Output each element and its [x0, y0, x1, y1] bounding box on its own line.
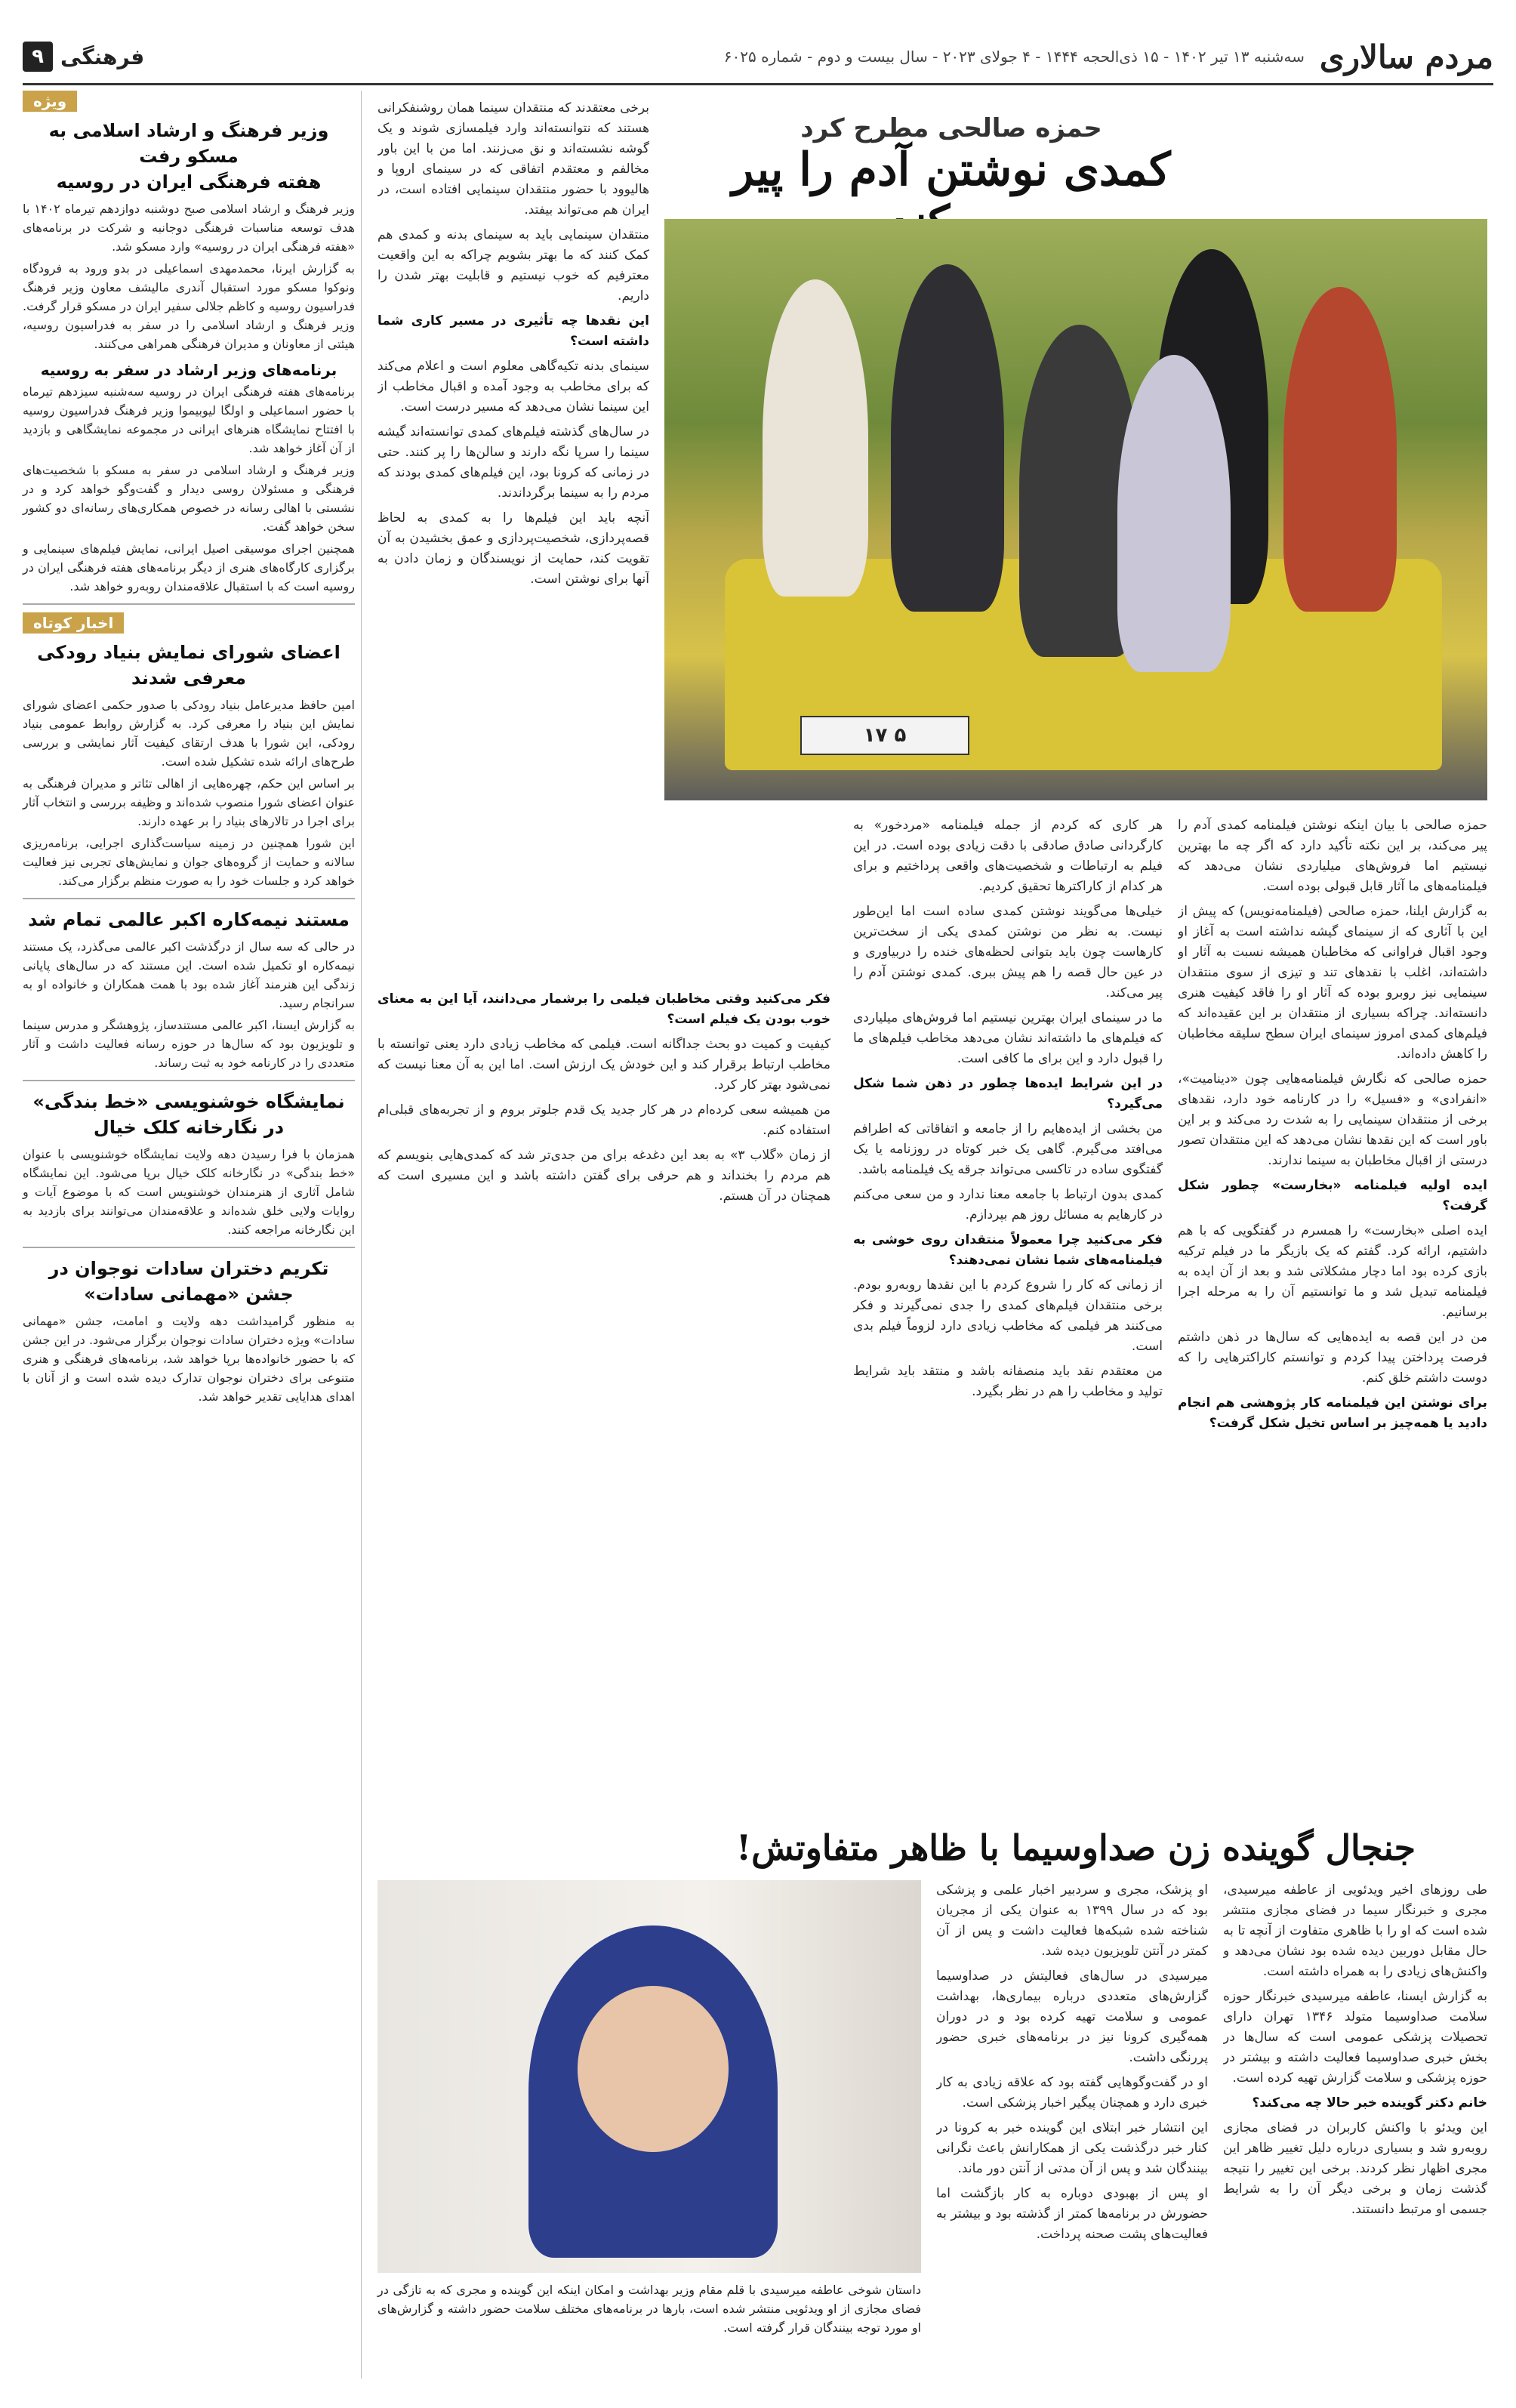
paragraph: امین حافظ مدیرعامل بنیاد رودکی با صدور حکمی اعضای شورای نمایش این بنیاد را معرفی کرد. به گزارش روابط عمومی بنیاد رودکی، این شورا با هدف ارتقای کیفیت آثار نمایشی و بررسی طرح‌های ارائه شده تشکیل شده است.: [23, 698, 355, 769]
section-tag: [23, 42, 144, 72]
paragraph: از زمانی که کار را شروع کردم با این نقدها روبه‌رو بودم. برخی منتقدان فیلم‌های کمدی را جدی نمی‌گیرند و فکر می‌کنند هر فیلمی که مخاطب زیادی دارد لزوماً فیلم بدی است.: [853, 1278, 1163, 1354]
paragraph: به گزارش ایسنا، عاطفه میرسیدی خبرنگار حوزه سلامت صداوسیما متولد ۱۳۴۶ تهران دارای تحصیلات پزشکی عمومی است که سال‌ها در بخش خبری صداوسیما فعالیت داشته و بیشتر در حوزه پزشکی و سلامت گزارش تهیه کرده است.: [1223, 1989, 1487, 2086]
interview-question: فکر می‌کنید وقتی مخاطبان فیلمی را برشمار می‌دانند، آیا این به معنای خوب بودن یک فیلم است؟: [377, 991, 830, 1027]
paragraph: برنامه‌های هفته فرهنگی ایران در روسیه سه‌شنبه سیزدهم تیرماه با حضور اسماعیلی و اولگا لیوبیموا وزیر فرهنگ فدراسیون روسیه با افتتاح نمایشگاه هنرهای ایرانی در مجموعه نمایشگاهی و بازدید از آن آغاز خواهد شد.: [23, 384, 355, 455]
paragraph: وزیر فرهنگ و ارشاد اسلامی در سفر به مسکو با شخصیت‌های فرهنگی و مسئولان روسی دیدار و گفت‌وگو خواهد کرد و در نشستی با اهالی رسانه در خصوص همکاری‌های رسانه‌ای دو کشور سخن خواهد گفت.: [23, 463, 355, 534]
second-story-subheading: خانم دکتر گوینده خبر حالا چه می‌کند؟: [1252, 2095, 1487, 2110]
interview-question: فکر می‌کنید چرا معمولاً منتقدان روی خوشی به فیلمنامه‌های شما نشان نمی‌دهند؟: [853, 1232, 1163, 1268]
paragraph: من بخشی از ایده‌هایم را از جامعه و اتفاقاتی که اطرافم می‌افتد می‌گیرم. گاهی یک خبر کوتاه در روزنامه یا یک گفتگوی ساده در تاکسی می‌تواند جرقه یک فیلمنامه باشد.: [853, 1121, 1163, 1177]
sidebar-story-text: [23, 199, 355, 353]
paragraph: من در این قصه به ایده‌هایی که سال‌ها در ذهن داشتم فرصت پرداختن پیدا کردم و توانستم کاراکترهایی را که دوست داشتم خلق کنم.: [1178, 1330, 1487, 1386]
sidebar-news: [23, 91, 355, 2379]
paragraph: بر اساس این حکم، چهره‌هایی از اهالی تئاتر و مدیران فرهنگی به عنوان اعضای شورا منصوب شده‌اند و وظیفه بررسی و انتخاب آثار برای اجرا در تالارهای بنیاد را بر عهده دارند.: [23, 776, 355, 828]
paragraph: او پزشک، مجری و سردبیر اخبار علمی و پزشکی بود که در سال ۱۳۹۹ به عنوان یکی از مجریان شناخته شده شبکه‌ها فعالیت داشت و پس از آن کمتر در آنتن تلویزیون دیده شد.: [936, 1882, 1208, 1959]
sidebar-headline: نمایشگاه خوشنویسی «خط بندگی» در نگارخانه کلک خیال: [32, 1091, 345, 1138]
sidebar-tag: ویژه: [23, 91, 77, 112]
sidebar-story-text: [23, 1145, 355, 1239]
paragraph: آنچه باید این فیلم‌ها را به کمدی به لحاظ قصه‌پردازی، شخصیت‌پردازی و عمق بخشیدن به آن تقویت کند، حمایت از نویسندگان و زمان دادن به آنها برای نوشتن است.: [377, 510, 649, 587]
second-story-headline: جنجال گوینده زن صداوسیما با ظاهر متفاوتش!: [735, 1827, 1416, 1868]
paragraph: او پس از بهبودی دوباره به کار بازگشت اما حضورش در برنامه‌ها کمتر از گذشته بود و بیشتر به فعالیت‌های پشت صحنه پرداخت.: [936, 2186, 1208, 2242]
paragraph: این شورا همچنین در زمینه سیاست‌گذاری اجرایی، برنامه‌ریزی سالانه و حمایت از گروه‌های جوان و نمایش‌های تجربی نیز فعالیت خواهد کرد و جلسات خود را به صورت منظم برگزار می‌کند.: [23, 836, 355, 888]
paragraph: همزمان با فرا رسیدن دهه ولایت نمایشگاه خوشنویسی با عنوان «خط بندگی» در نگارخانه کلک خیال برپا می‌شود. این نمایشگاه شامل آثاری از هنرمندان خوشنویس است که با موضوع آیات و روایات ولایی خلق شده‌اند و علاقه‌مندان می‌توانند برای بازدید به این نگارخانه مراجعه کنند.: [23, 1147, 355, 1237]
sidebar-story-text: [23, 1312, 355, 1406]
photo-caption: داستان شوخی عاطفه میرسیدی با قلم مقام وزیر بهداشت و امکان اینکه این گوینده و مجری که به تازگی در فضای مجازی از او ویدئویی منتشر شده است، بارها در برنامه‌های مختلف سلامت حضور داشته و گزارش‌های او مورد توجه بینندگان قرار گرفته است.: [377, 2283, 921, 2335]
paragraph: حمزه صالحی که نگارش فیلمنامه‌هایی چون «دینامیت»، «انفرادی» و «فسیل» را در کارنامه خود دارد، نقدهای برخی از منتقدان سینمایی را به شدت رد می‌کند و بر این باور است که این نقدها نشان می‌دهد که این منتقدان تصور درستی از اقبال مخاطبان به سینما ندارند.: [1178, 1071, 1487, 1168]
paragraph: او در گفت‌وگوهایی گفته بود که علاقه زیادی به کار خبری دارد و همچنان پیگیر اخبار پزشکی است.: [936, 2075, 1208, 2110]
person-figure: [891, 264, 1004, 612]
paragraph: من معتقدم نقد باید منصفانه باشد و منتقد باید شرایط تولید و مخاطب را هم در نظر بگیرد.: [853, 1364, 1163, 1399]
interview-question: این نقدها چه تأثیری در مسیر کاری شما داشته است؟: [377, 313, 649, 349]
person-figure: [1283, 287, 1397, 612]
face-shape: [578, 1986, 729, 2152]
sidebar-headline: مستند نیمه‌کاره اکبر عالمی تمام شد: [28, 909, 350, 930]
paragraph: به منظور گرامیداشت دهه ولایت و امامت، جشن «مهمانی سادات» ویژه دختران سادات نوجوان برگزار می‌شود. در این جشن که با حضور خانواده‌ها برپا خواهد شد، برنامه‌های فرهنگی و هنری متنوعی برای دختران نوجوان تدارک دیده شده است و از آنان با اهدای هدایایی تقدیر خواهد شد.: [23, 1314, 355, 1404]
section-logo-icon: ۹: [23, 42, 53, 72]
main-column-c: [377, 98, 649, 974]
interview-question: در این شرایط ایده‌ها چطور در ذهن شما شکل می‌گیرد؟: [853, 1076, 1163, 1112]
sidebar-tag: اخبار کوتاه: [23, 612, 124, 634]
paragraph: حمزه صالحی با بیان اینکه نوشتن فیلمنامه کمدی آدم را پیر می‌کند، بر این نکته تأکید دارد که اگر چه ما بهترین نیستیم اما فروش‌های میلیاردی نشان می‌دهد که فیلمنامه‌های ما آثار قابل قبولی بوده است.: [1178, 818, 1487, 894]
main-headline: کمدی نوشتن آدم را پیر: [732, 143, 1171, 196]
paragraph: برخی معتقدند که منتقدان سینما همان روشنفکرانی هستند که نتوانسته‌اند وارد فیلمسازی شوند و یک گوشه نشسته‌اند و نق می‌زنند. اما من با این باور مخالفم و معتقدم اتفاقی که در سینمای اروپا و هالیوود با حضور منتقدان سینمایی افتاده است، در ایران هم می‌تواند بیفتد.: [377, 100, 649, 217]
cast-photo: [664, 219, 1487, 800]
column-rule: [361, 91, 362, 2379]
main-column-b: [853, 816, 1163, 1812]
paragraph: در سال‌های گذشته فیلم‌های کمدی توانسته‌اند گیشه سینما را سرپا نگه دارند و سالن‌ها را پر کنند. حتی در زمانی که کرونا بود، این فیلم‌های کمدی بودند که مردم را به سینما برگرداندند.: [377, 424, 649, 501]
divider: [23, 1080, 355, 1081]
paragraph: خیلی‌ها می‌گویند نوشتن کمدی ساده است اما این‌طور نیست. به نظر من نوشتن کمدی یکی از سخت‌ترین کارهاست چون باید بتوانی لحظه‌های خنده را دربیاوری و در عین حال قصه را هم پیش ببری. کمدی نوشتن آدم را پیر می‌کند.: [853, 904, 1163, 1001]
sidebar-story-text: [23, 382, 355, 596]
main-column-a: [1178, 816, 1487, 1812]
second-story-column-b: [936, 1880, 1208, 2379]
paragraph: سینمای بدنه تکیه‌گاهی معلوم است و اعلام می‌کند که برای مخاطب به وجود آمده و اقبال مخاطب از این سینما نشان می‌دهد که مسیر درست است.: [377, 359, 649, 415]
presenter-photo: [377, 1880, 921, 2273]
paragraph: منتقدان سینمایی باید به سینمای بدنه و کمدی هم کمک کنند که ما بهتر بشویم چراکه به این واقعیت معترفیم که خوب نیستیم و قابلیت بهتر شدن را داریم.: [377, 227, 649, 304]
paragraph: همچنین اجرای موسیقی اصیل ایرانی، نمایش فیلم‌های سینمایی و برگزاری کارگاه‌های هنری از دیگر برنامه‌های هفته فرهنگی ایران در روسیه است که با استقبال علاقه‌مندان روبه‌رو خواهد شد.: [23, 541, 355, 594]
section-name: فرهنگی: [60, 44, 145, 69]
interview-question: ایده اولیه فیلمنامه «بخارست» چطور شکل گرفت؟: [1178, 1178, 1487, 1213]
paragraph: ایده اصلی «بخارست» را همسرم در گفتگویی که با هم داشتیم، ارائه کرد. گفتم که یک بازیگر ما در فیلم ترکیه بازی کرده بود اما دچار مشکلاتی شد و بعد از آن ایده به فیلمنامه تبدیل شد و ما توانستیم آن را به مرحله اجرا برسانیم.: [1178, 1223, 1487, 1320]
paragraph: از زمان «گلاب ۳» به بعد این دغدغه برای من جدی‌تر شد که کمدی‌هایی بنویسم که هم مردم را بخنداند و هم حرفی برای گفتن داشته باشد و این مسیری است که همچنان در آن هستم.: [377, 1148, 830, 1204]
main-kicker: حمزه صالحی مطرح کرد: [800, 113, 1102, 143]
masthead: مردم سالاری: [1319, 38, 1493, 76]
paragraph: میرسیدی در سال‌های فعالیتش در صداوسیما گزارش‌های متعددی درباره بیماری‌ها، بهداشت عمومی و سلامت تهیه کرده بود و در دوران همه‌گیری کرونا نیز در برنامه‌های خبری حضور پررنگی داشت.: [936, 1969, 1208, 2065]
sidebar-story-text: [23, 695, 355, 890]
paragraph: طی روزهای اخیر ویدئویی از عاطفه میرسیدی، مجری و خبرنگار سیما در فضای مجازی منتشر شده است که او را با ظاهری متفاوت از آنچه تا به حال مقابل دوربین دیده شده بود نشان می‌دهد و واکنش‌های زیادی را به همراه داشته است.: [1223, 1882, 1487, 1979]
paragraph: کمدی بدون ارتباط با جامعه معنا ندارد و من سعی می‌کنم در کارهایم به مسائل روز هم بپردازم.: [853, 1187, 1163, 1222]
paragraph: به گزارش ایلنا، حمزه صالحی (فیلمنامه‌نویس) که پیش از این با آثاری که از سینمای گیشه نداشته است به آغاز او وجود اقبال فراوانی که مخاطبان همیشه نسبت به آثار او داشته‌اند، اغلب با نقدهای تند و تیزی از سوی منتقدان سینمایی نیز روبرو بوده که آثار او را فاقد کیفیت هنری دانسته‌اند. چراکه بسیاری از منتقدان بر این عقیده‌اند که فیلم‌های کمدی امروز سینمای ایران سطح سلیقه مخاطبان را کاهش داده‌اند.: [1178, 904, 1487, 1062]
sidebar-headline: وزیر فرهنگ و ارشاد اسلامی به مسکو رفت هفته فرهنگی ایران در روسیه: [48, 120, 329, 193]
sidebar-story-text: [23, 937, 355, 1072]
second-story-column-a: [1223, 1880, 1487, 2379]
person-figure: [763, 279, 868, 597]
person-figure: [1117, 355, 1231, 672]
dateline: سه‌شنبه ۱۳ تیر ۱۴۰۲ - ۱۵ ذی‌الحجه ۱۴۴۴ - ۴ جولای ۲۰۲۳ - سال بیست و دوم - شماره ۶۰۲۵: [723, 48, 1305, 66]
paragraph: این انتشار خبر ابتلای این گوینده خبر به کرونا در کنار خبر درگذشت یکی از همکارانش باعث نگرانی بینندگان شد و پس از آن مدتی از آنتن دور ماند.: [936, 2120, 1208, 2176]
paragraph: وزیر فرهنگ و ارشاد اسلامی صبح دوشنبه دوازدهم تیرماه ۱۴۰۲ با هدف توسعه مناسبات فرهنگی دوجانبه و شرکت در برنامه‌های «هفته فرهنگی ایران در روسیه» وارد مسکو شد.: [23, 202, 355, 254]
paragraph: در حالی که سه سال از درگذشت اکبر عالمی می‌گذرد، یک مستند نیمه‌کاره او تکمیل شده است. این مستند که در سال‌های پایانی زندگی این هنرمند آغاز شده بود با همت همکاران و خانواده او به سرانجام رسید.: [23, 939, 355, 1010]
sidebar-subheading: برنامه‌های وزیر ارشاد در سفر به روسیه: [40, 361, 337, 379]
main-column-d: [377, 989, 830, 1820]
paragraph: ما در سینمای ایران بهترین نیستیم اما فروش‌های میلیاردی که فیلم‌های ما داشته‌اند نشان می‌دهد مخاطب فیلم‌های ما را قبول دارد و این برای ما کافی است.: [853, 1010, 1163, 1066]
license-plate: ۱۷ ۵: [800, 716, 969, 755]
paragraph: به گزارش ایرنا، محمدمهدی اسماعیلی در بدو ورود به فرودگاه ونوکوا مسکو مورد استقبال آندری مالیشف معاون وزیر فرهنگ فدراسیون روسیه و کاظم جلالی سفیر ایران در مسکو قرار گرفت. وزیر فرهنگ و ارشاد اسلامی را در سفر به فدراسیون روسیه، هیئتی از معاونان و مدیران فرهنگی همراهی می‌کنند.: [23, 261, 355, 351]
paragraph: هر کاری که کردم از جمله فیلمنامه «مردخور» به کارگردانی صادق صادقی با دقت زیادی بوده است. در این فیلم به ارتباطات و شخصیت‌های واقعی پرداختیم و برای هر کدام از کاراکترها تحقیق کردیم.: [853, 818, 1163, 894]
paragraph: به گزارش ایسنا، اکبر عالمی مستندساز، پژوهشگر و مدرس سینما و تلویزیون بود که سال‌ها در حوزه رسانه فعالیت داشت و آثار متعددی را در کارنامه خود به ثبت رساند.: [23, 1018, 355, 1070]
sidebar-headline: تکریم دختران سادات نوجوان در جشن «مهمانی سادات»: [48, 1258, 329, 1305]
paragraph: من همیشه سعی کرده‌ام در هر کار جدید یک قدم جلوتر بروم و از تجربه‌های قبلی‌ام استفاده کنم.: [377, 1102, 830, 1138]
divider: [23, 603, 355, 605]
page-header: [23, 30, 1493, 85]
paragraph: کیفیت و کمیت دو بحث جداگانه است. فیلمی که مخاطب زیادی دارد یعنی توانسته با مخاطب ارتباط برقرار کند و این خودش یک ارزش است. اما این به آن معنا نیست که نمی‌شود بهتر کار کرد.: [377, 1037, 830, 1093]
paragraph: این ویدئو با واکنش کاربران در فضای مجازی روبه‌رو شد و بسیاری درباره دلیل تغییر ظاهر این مجری اظهار نظر کردند. برخی این تغییر را نتیجه گذشت زمان و برخی دیگر آن را به شرایط جسمی او مرتبط دانستند.: [1223, 2120, 1487, 2217]
divider: [23, 898, 355, 899]
sidebar-headline: اعضای شورای نمایش بنیاد رودکی معرفی شدند: [37, 642, 340, 689]
interview-question: برای نوشتن این فیلمنامه کار پژوهشی هم انجام دادید یا همه‌چیز بر اساس تخیل شکل گرفت؟: [1178, 1395, 1487, 1431]
divider: [23, 1247, 355, 1248]
